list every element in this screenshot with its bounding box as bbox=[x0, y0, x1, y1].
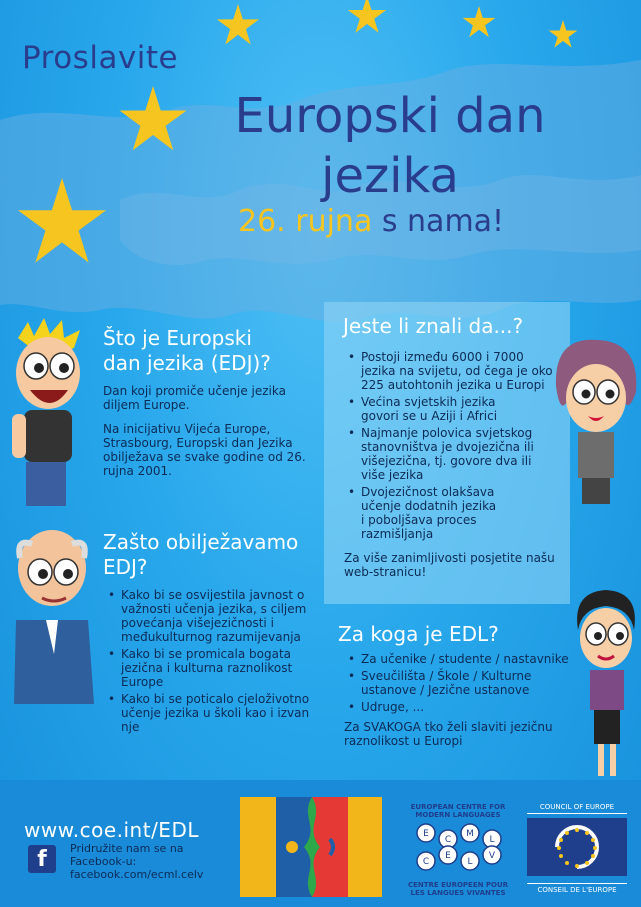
why-heading-line-1: Zašto obilježavamo bbox=[103, 530, 299, 554]
edl-faces-logo bbox=[240, 797, 382, 897]
what-heading-line-1: Što je Europski bbox=[103, 326, 252, 350]
what-paragraph-1: Dan koji promiče učenje jezika diljem Europe. bbox=[103, 384, 286, 412]
list-item: • Za učenike / studente / nastavnike bbox=[361, 652, 576, 666]
list-item: • Kako bi se poticalo cjeloživotno učenje jezika u školi kao i izvan nje bbox=[121, 692, 311, 734]
list-item: • Većina svjetskih jezika govori se u Aziji i Africi bbox=[361, 395, 561, 423]
why-heading bbox=[103, 530, 298, 580]
website-link[interactable]: www.coe.int/EDL bbox=[24, 818, 199, 842]
ecml-circles bbox=[404, 819, 512, 877]
know-list bbox=[346, 350, 561, 541]
kicker-text: Proslavite bbox=[22, 40, 179, 76]
ecml-top-text: EUROPEAN CENTRE FOR MODERN LANGUAGES bbox=[410, 803, 506, 819]
why-body bbox=[106, 588, 311, 737]
why-heading-line-2: EDJ? bbox=[103, 555, 148, 579]
list-item: • Dvojezičnost olakšava učenje dodatnih jezika i poboljšava proces razmišljanja bbox=[361, 485, 561, 541]
list-item: • Sveučilišta / Škole / Kulturne ustanove / Jezične ustanove bbox=[361, 669, 576, 697]
list-item: • Kako bi se promicala bogata jezična i kulturna raznolikost Europe bbox=[121, 647, 311, 689]
coe-top-text: COUNCIL OF EUROPE bbox=[527, 803, 627, 814]
who-body bbox=[346, 652, 576, 748]
council-of-europe-logo bbox=[527, 803, 627, 894]
title-line-2: jezika bbox=[321, 148, 459, 204]
what-heading-line-2: dan jezika (EDJ)? bbox=[103, 351, 271, 375]
who-note: Za SVAKOGA tko želi slaviti jezičnu raznolikost u Europi bbox=[344, 720, 553, 748]
ecml-letter: C bbox=[422, 857, 430, 867]
date-suffix: s nama! bbox=[381, 204, 505, 239]
star-icon bbox=[540, 20, 586, 50]
list-item: • Udruge, ... bbox=[361, 700, 576, 714]
list-item: • Najmanje polovica svjetskog stanovništva je dvojezična ili višejezična, tj. govore dva ili više jezika bbox=[361, 426, 561, 482]
facebook-text: Pridružite nam se na Facebook-u: facebook.com/ecml.celv bbox=[70, 842, 204, 881]
ecml-letter: M bbox=[466, 829, 474, 839]
who-list bbox=[346, 652, 576, 714]
ecml-letter: L bbox=[489, 835, 495, 845]
page-title bbox=[200, 86, 580, 206]
coe-bottom-text: CONSEIL DE L'EUROPE bbox=[527, 883, 627, 894]
know-note: Za više zanimljivosti posjetite našu web-stranicu! bbox=[344, 551, 555, 579]
girl-character-illustration bbox=[572, 586, 640, 778]
know-body bbox=[346, 350, 561, 579]
woman-character-illustration bbox=[548, 336, 640, 506]
title-line-1: Europski dan bbox=[234, 88, 546, 144]
facebook-icon[interactable]: f bbox=[28, 845, 56, 873]
old-man-character-illustration bbox=[6, 524, 102, 704]
date-text: 26. rujna bbox=[238, 204, 373, 239]
event-date bbox=[238, 204, 504, 239]
what-paragraph-2: Na inicijativu Vijeća Europe, Strasbourg, Europski dan Jezika obilježava se svake godine od 26. rujna 2001. bbox=[103, 422, 306, 478]
what-body bbox=[103, 384, 308, 488]
what-heading bbox=[103, 326, 271, 376]
ecml-letter: V bbox=[488, 851, 496, 861]
boy-character-illustration bbox=[4, 318, 96, 508]
ecml-letter: E bbox=[445, 851, 451, 861]
coe-emblem bbox=[527, 818, 627, 876]
list-item: • Kako bi se osvijestila javnost o važnosti učenja jezika, s ciljem povećanja višejezičnosti i međukulturnog razumijevanja bbox=[121, 588, 311, 644]
star-icon bbox=[340, 0, 394, 36]
who-heading: Za koga je EDL? bbox=[338, 622, 499, 646]
star-icon bbox=[108, 86, 198, 156]
star-icon bbox=[455, 6, 503, 40]
ecml-bottom-text: CENTRE EUROPEEN POUR LES LANGUES VIVANTES bbox=[407, 881, 509, 897]
ecml-logo bbox=[404, 803, 512, 898]
ecml-letter: C bbox=[444, 835, 452, 845]
ecml-letter: E bbox=[423, 829, 429, 839]
star-icon bbox=[208, 4, 268, 48]
star-icon bbox=[2, 178, 122, 270]
why-list bbox=[106, 588, 311, 734]
list-item: • Postoji između 6000 i 7000 jezika na svijetu, od čega je oko 225 autohtonih jezika u Europi bbox=[361, 350, 561, 392]
ecml-letter: L bbox=[467, 857, 473, 867]
know-heading: Jeste li znali da...? bbox=[343, 314, 524, 338]
